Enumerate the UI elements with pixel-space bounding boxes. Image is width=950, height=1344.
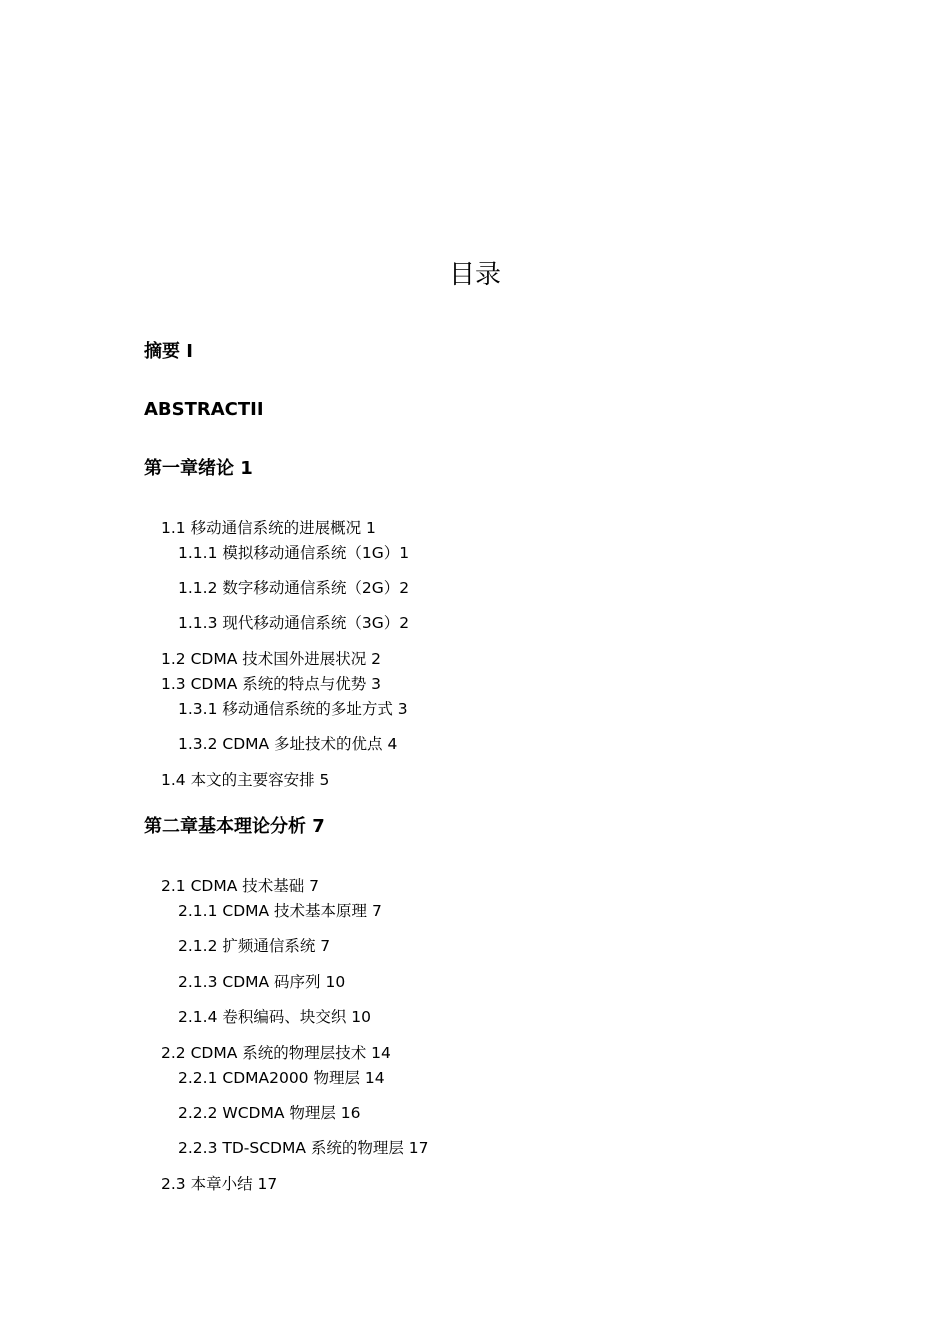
toc-entry-1-2[interactable]: 1.2 CDMA 技术国外进展状况 2 [161,650,382,668]
toc-entry-2-3[interactable]: 2.3 本章小结 17 [161,1175,278,1193]
toc-entry-2-1-1[interactable]: 2.1.1 CDMA 技术基本原理 7 [178,902,382,920]
toc-entry-2-1[interactable]: 2.1 CDMA 技术基础 7 [161,877,320,895]
toc-entry-2-2-3[interactable]: 2.2.3 TD-SCDMA 系统的物理层 17 [178,1139,429,1157]
toc-entry-2-1-2[interactable]: 2.1.2 扩频通信系统 7 [178,937,331,955]
toc-entry-1-1-3[interactable]: 1.1.3 现代移动通信系统（3G）2 [178,614,410,632]
toc-entry-abstract-en[interactable]: ABSTRACTII [144,399,264,420]
toc-entry-1-3-2[interactable]: 1.3.2 CDMA 多址技术的优点 4 [178,735,398,753]
toc-entry-chapter-1[interactable]: 第一章绪论 1 [144,458,253,479]
toc-entry-2-1-4[interactable]: 2.1.4 卷积编码、块交织 10 [178,1008,372,1026]
toc-title: 目录 [448,260,501,290]
toc-entry-2-2-2[interactable]: 2.2.2 WCDMA 物理层 16 [178,1104,361,1122]
toc-entry-1-1-1[interactable]: 1.1.1 模拟移动通信系统（1G）1 [178,544,410,562]
toc-entry-2-1-3[interactable]: 2.1.3 CDMA 码序列 10 [178,973,346,991]
toc-entry-1-4[interactable]: 1.4 本文的主要容安排 5 [161,771,330,789]
toc-entry-abstract-cn[interactable]: 摘要 I [144,341,193,362]
toc-entry-1-3[interactable]: 1.3 CDMA 系统的特点与优势 3 [161,675,382,693]
toc-entry-chapter-2[interactable]: 第二章基本理论分析 7 [144,816,325,837]
toc-entry-2-2-1[interactable]: 2.2.1 CDMA2000 物理层 14 [178,1069,385,1087]
toc-entry-1-1[interactable]: 1.1 移动通信系统的进展概况 1 [161,519,376,537]
toc-entry-1-3-1[interactable]: 1.3.1 移动通信系统的多址方式 3 [178,700,408,718]
toc-entry-2-2[interactable]: 2.2 CDMA 系统的物理层技术 14 [161,1044,391,1062]
toc-entry-1-1-2[interactable]: 1.1.2 数字移动通信系统（2G）2 [178,579,410,597]
